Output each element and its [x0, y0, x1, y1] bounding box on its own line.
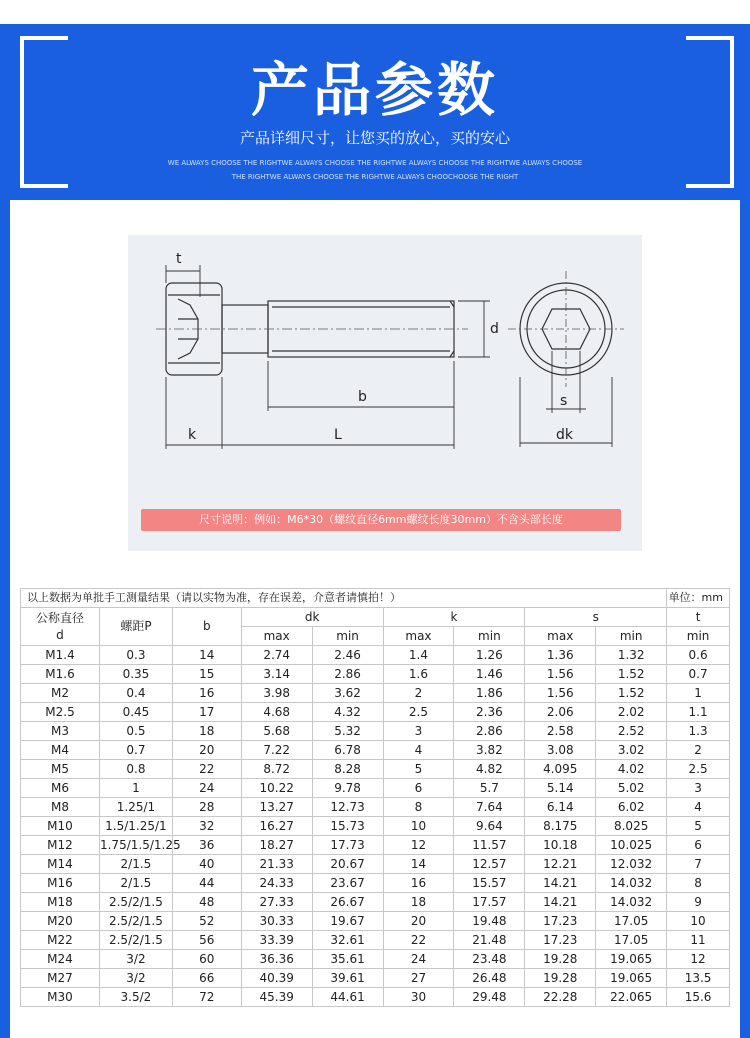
table-row [21, 741, 730, 760]
table-cell: 21.33 [241, 855, 312, 874]
table-cell: 12.57 [454, 855, 525, 874]
table-cell: 48 [172, 893, 241, 912]
table-cell: 8 [667, 874, 730, 893]
table-cell: 10.025 [596, 836, 667, 855]
table-cell: 2 [667, 741, 730, 760]
table-cell: 20 [172, 741, 241, 760]
table-cell: 32.61 [312, 931, 383, 950]
table-cell: 3.08 [525, 741, 596, 760]
table-cell: 1 [667, 684, 730, 703]
table-cell: 8.025 [596, 817, 667, 836]
table-cell: 22.065 [596, 988, 667, 1007]
table-cell: 7.64 [454, 798, 525, 817]
table-info-row [21, 589, 730, 608]
spec-table [20, 588, 730, 1007]
table-cell: 8.72 [241, 760, 312, 779]
table-cell: 24 [172, 779, 241, 798]
table-cell: 13.27 [241, 798, 312, 817]
table-cell: 1.56 [525, 684, 596, 703]
table-cell: 1.26 [454, 646, 525, 665]
table-cell: 56 [172, 931, 241, 950]
table-cell: 16 [383, 874, 454, 893]
table-cell: 16 [172, 684, 241, 703]
table-cell: 4.82 [454, 760, 525, 779]
table-cell: 3.98 [241, 684, 312, 703]
table-cell: 9 [667, 893, 730, 912]
table-cell: 3.02 [596, 741, 667, 760]
table-cell: 1.5/1.25/1 [99, 817, 172, 836]
table-cell: 1.75/1.5/1.25 [99, 836, 172, 855]
table-cell: 3.14 [241, 665, 312, 684]
table-cell: 3 [667, 779, 730, 798]
table-cell: 1.52 [596, 684, 667, 703]
table-cell: 5.68 [241, 722, 312, 741]
section-header [0, 24, 750, 196]
table-cell: 1.4 [383, 646, 454, 665]
table-cell: 2.5 [383, 703, 454, 722]
table-cell: M1.4 [21, 646, 100, 665]
table-cell: 5.14 [525, 779, 596, 798]
table-cell: 5 [667, 817, 730, 836]
table-row [21, 817, 730, 836]
table-cell: M5 [21, 760, 100, 779]
table-cell: 60 [172, 950, 241, 969]
table-cell: 20 [383, 912, 454, 931]
table-row [21, 760, 730, 779]
table-cell: 27.33 [241, 893, 312, 912]
table-cell: 3.82 [454, 741, 525, 760]
table-cell: 1.52 [596, 665, 667, 684]
table-row [21, 988, 730, 1007]
content-panel [10, 200, 740, 1038]
table-cell: 0.7 [99, 741, 172, 760]
table-cell: 1 [99, 779, 172, 798]
table-cell: 2.02 [596, 703, 667, 722]
table-cell: 17.05 [596, 912, 667, 931]
table-cell: 17.23 [525, 931, 596, 950]
table-cell: 0.7 [667, 665, 730, 684]
table-row [21, 931, 730, 950]
table-cell: 13.5 [667, 969, 730, 988]
header-d-line1: 公称直径 [35, 610, 84, 625]
table-cell: 28 [172, 798, 241, 817]
table-cell: 26.48 [454, 969, 525, 988]
table-row [21, 779, 730, 798]
table-cell: 27 [383, 969, 454, 988]
table-cell: 14 [172, 646, 241, 665]
table-cell: 17.23 [525, 912, 596, 931]
table-cell: 45.39 [241, 988, 312, 1007]
table-cell: 2/1.5 [99, 874, 172, 893]
table-cell: 0.8 [99, 760, 172, 779]
table-cell: 20.67 [312, 855, 383, 874]
table-cell: 24.33 [241, 874, 312, 893]
table-cell: 15 [172, 665, 241, 684]
table-row [21, 874, 730, 893]
table-cell: 12.21 [525, 855, 596, 874]
table-row [21, 646, 730, 665]
table-cell: 4 [667, 798, 730, 817]
dim-label-dk: dk [556, 427, 573, 443]
page-title: 产品参数 [250, 56, 499, 124]
spec-table-container [20, 588, 730, 1007]
table-row [21, 950, 730, 969]
table-cell: 22.28 [525, 988, 596, 1007]
dim-label-b: b [358, 389, 367, 405]
table-cell: 4 [383, 741, 454, 760]
table-cell: 8.175 [525, 817, 596, 836]
table-cell: 40.39 [241, 969, 312, 988]
table-unit: 单位：mm [667, 589, 730, 608]
table-cell: M2 [21, 684, 100, 703]
table-cell: 2.86 [312, 665, 383, 684]
table-cell: 18 [383, 893, 454, 912]
table-cell: 2.86 [454, 722, 525, 741]
table-cell: 24 [383, 950, 454, 969]
table-cell: 6.14 [525, 798, 596, 817]
table-cell: 10 [667, 912, 730, 931]
header-s: s [525, 608, 667, 627]
header-s-min: min [596, 627, 667, 646]
table-cell: 17.57 [454, 893, 525, 912]
table-cell: 10.22 [241, 779, 312, 798]
table-cell: 12 [667, 950, 730, 969]
table-cell: 14.21 [525, 874, 596, 893]
table-cell: 0.3 [99, 646, 172, 665]
table-cell: 19.065 [596, 950, 667, 969]
table-cell: M2.5 [21, 703, 100, 722]
table-cell: 15.57 [454, 874, 525, 893]
table-cell: 10.18 [525, 836, 596, 855]
table-cell: 1.56 [525, 665, 596, 684]
table-cell: 18.27 [241, 836, 312, 855]
table-cell: 17 [172, 703, 241, 722]
table-cell: 0.6 [667, 646, 730, 665]
table-cell: 36.36 [241, 950, 312, 969]
table-cell: 1.1 [667, 703, 730, 722]
table-cell: 44.61 [312, 988, 383, 1007]
table-cell: 6.02 [596, 798, 667, 817]
table-cell: 3/2 [99, 969, 172, 988]
table-cell: 5.02 [596, 779, 667, 798]
table-cell: 19.28 [525, 950, 596, 969]
table-cell: 1.86 [454, 684, 525, 703]
table-cell: 15.73 [312, 817, 383, 836]
table-row [21, 893, 730, 912]
table-cell: 6 [667, 836, 730, 855]
table-cell: 22 [172, 760, 241, 779]
table-cell: 2.5/2/1.5 [99, 931, 172, 950]
table-cell: 16.27 [241, 817, 312, 836]
header-dk: dk [241, 608, 383, 627]
table-row [21, 665, 730, 684]
table-cell: M14 [21, 855, 100, 874]
table-cell: M22 [21, 931, 100, 950]
dim-label-t: t [176, 251, 182, 267]
english-tagline-1: WE ALWAYS CHOOSE THE RIGHTWE ALWAYS CHOOSE THE RIGHTWE ALWAYS CHOOSE THE RIGHTWE ALWAYS CHOOSE [167, 159, 583, 167]
table-cell: 6 [383, 779, 454, 798]
header-dk-min: min [312, 627, 383, 646]
table-cell: 3 [383, 722, 454, 741]
table-row [21, 684, 730, 703]
dim-label-L: L [334, 427, 342, 443]
table-cell: 5.7 [454, 779, 525, 798]
table-cell: M8 [21, 798, 100, 817]
table-cell: M12 [21, 836, 100, 855]
table-cell: M18 [21, 893, 100, 912]
table-cell: 19.065 [596, 969, 667, 988]
header-dk-max: max [241, 627, 312, 646]
table-cell: 29.48 [454, 988, 525, 1007]
table-cell: 0.4 [99, 684, 172, 703]
table-cell: M30 [21, 988, 100, 1007]
table-cell: 7.22 [241, 741, 312, 760]
table-row [21, 836, 730, 855]
table-cell: 12.73 [312, 798, 383, 817]
table-cell: 39.61 [312, 969, 383, 988]
table-cell: 26.67 [312, 893, 383, 912]
table-row [21, 798, 730, 817]
dim-label-d: d [490, 321, 499, 337]
table-cell: 72 [172, 988, 241, 1007]
table-cell: 52 [172, 912, 241, 931]
header-d-line2: d [56, 627, 64, 642]
table-row [21, 912, 730, 931]
table-cell: 4.095 [525, 760, 596, 779]
table-cell: 14.032 [596, 893, 667, 912]
table-cell: 32 [172, 817, 241, 836]
table-cell: M24 [21, 950, 100, 969]
table-cell: 18 [172, 722, 241, 741]
screw-drawing [128, 235, 642, 551]
table-cell: M20 [21, 912, 100, 931]
table-cell: 30 [383, 988, 454, 1007]
table-cell: 2.36 [454, 703, 525, 722]
table-cell: 1.46 [454, 665, 525, 684]
table-cell: 2.58 [525, 722, 596, 741]
table-cell: 0.35 [99, 665, 172, 684]
table-cell: 15.6 [667, 988, 730, 1007]
header-pitch: 螺距P [99, 608, 172, 646]
table-cell: 6.78 [312, 741, 383, 760]
table-cell: 44 [172, 874, 241, 893]
header-t: t [667, 608, 730, 627]
table-cell: 4.32 [312, 703, 383, 722]
table-cell: M27 [21, 969, 100, 988]
table-cell: M1.6 [21, 665, 100, 684]
dimension-note: 尺寸说明：例如：M6*30（螺纹直径6mm螺纹长度30mm）不含头部长度 [141, 509, 621, 531]
table-cell: M10 [21, 817, 100, 836]
table-cell: 12.032 [596, 855, 667, 874]
table-disclaimer: 以上数据为单批手工测量结果（请以实物为准，存在误差，介意者请慎拍！） [21, 589, 667, 608]
table-cell: 35.61 [312, 950, 383, 969]
table-cell: 8.28 [312, 760, 383, 779]
table-cell: 9.78 [312, 779, 383, 798]
header-b: b [172, 608, 241, 646]
table-cell: 5 [383, 760, 454, 779]
table-cell: M16 [21, 874, 100, 893]
screw-diagram [128, 235, 642, 551]
table-cell: 3/2 [99, 950, 172, 969]
table-cell: 17.73 [312, 836, 383, 855]
table-cell: 2.74 [241, 646, 312, 665]
table-cell: 2/1.5 [99, 855, 172, 874]
table-cell: 66 [172, 969, 241, 988]
table-cell: M3 [21, 722, 100, 741]
table-row [21, 855, 730, 874]
table-cell: 2.5 [667, 760, 730, 779]
table-cell: 22 [383, 931, 454, 950]
english-tagline-2: THE RIGHTWE ALWAYS CHOOSE THE RIGHTWE ALWAYS CHOOCHOOSE THE RIGHT [231, 173, 519, 181]
table-header-row [21, 608, 730, 627]
table-cell: 19.67 [312, 912, 383, 931]
table-cell: 8 [383, 798, 454, 817]
table-cell: 1.3 [667, 722, 730, 741]
table-cell: 2 [383, 684, 454, 703]
page-subtitle: 产品详细尺寸，让您买的放心，买的安心 [239, 129, 510, 147]
table-cell: 19.28 [525, 969, 596, 988]
table-cell: 14.21 [525, 893, 596, 912]
table-cell: 4.02 [596, 760, 667, 779]
dim-label-k: k [188, 427, 197, 443]
table-cell: 4.68 [241, 703, 312, 722]
table-cell: M6 [21, 779, 100, 798]
table-cell: 30.33 [241, 912, 312, 931]
table-cell: 5.32 [312, 722, 383, 741]
table-cell: 2.06 [525, 703, 596, 722]
header-s-max: max [525, 627, 596, 646]
table-cell: 2.5/2/1.5 [99, 893, 172, 912]
table-cell: 17.05 [596, 931, 667, 950]
table-cell: 9.64 [454, 817, 525, 836]
table-cell: 36 [172, 836, 241, 855]
table-cell: 0.5 [99, 722, 172, 741]
header-t-min: min [667, 627, 730, 646]
dim-label-s: s [560, 393, 568, 409]
table-cell: 1.32 [596, 646, 667, 665]
table-row [21, 722, 730, 741]
header-nominal-diameter [21, 608, 100, 646]
table-cell: 2.5/2/1.5 [99, 912, 172, 931]
table-cell: 40 [172, 855, 241, 874]
table-cell: 2.52 [596, 722, 667, 741]
table-cell: 1.6 [383, 665, 454, 684]
table-cell: 23.67 [312, 874, 383, 893]
table-cell: 0.45 [99, 703, 172, 722]
table-cell: 10 [383, 817, 454, 836]
table-cell: 7 [667, 855, 730, 874]
table-row [21, 969, 730, 988]
table-cell: 23.48 [454, 950, 525, 969]
table-cell: 14.032 [596, 874, 667, 893]
table-cell: 19.48 [454, 912, 525, 931]
table-cell: 2.46 [312, 646, 383, 665]
header-k-min: min [454, 627, 525, 646]
table-cell: 33.39 [241, 931, 312, 950]
table-cell: 14 [383, 855, 454, 874]
header-k-max: max [383, 627, 454, 646]
table-cell: 11 [667, 931, 730, 950]
table-cell: 1.36 [525, 646, 596, 665]
table-cell: 3.62 [312, 684, 383, 703]
header-k: k [383, 608, 525, 627]
top-strip [0, 0, 750, 24]
table-cell: M4 [21, 741, 100, 760]
table-cell: 12 [383, 836, 454, 855]
table-cell: 1.25/1 [99, 798, 172, 817]
table-row [21, 703, 730, 722]
table-cell: 3.5/2 [99, 988, 172, 1007]
table-cell: 11.57 [454, 836, 525, 855]
table-cell: 21.48 [454, 931, 525, 950]
